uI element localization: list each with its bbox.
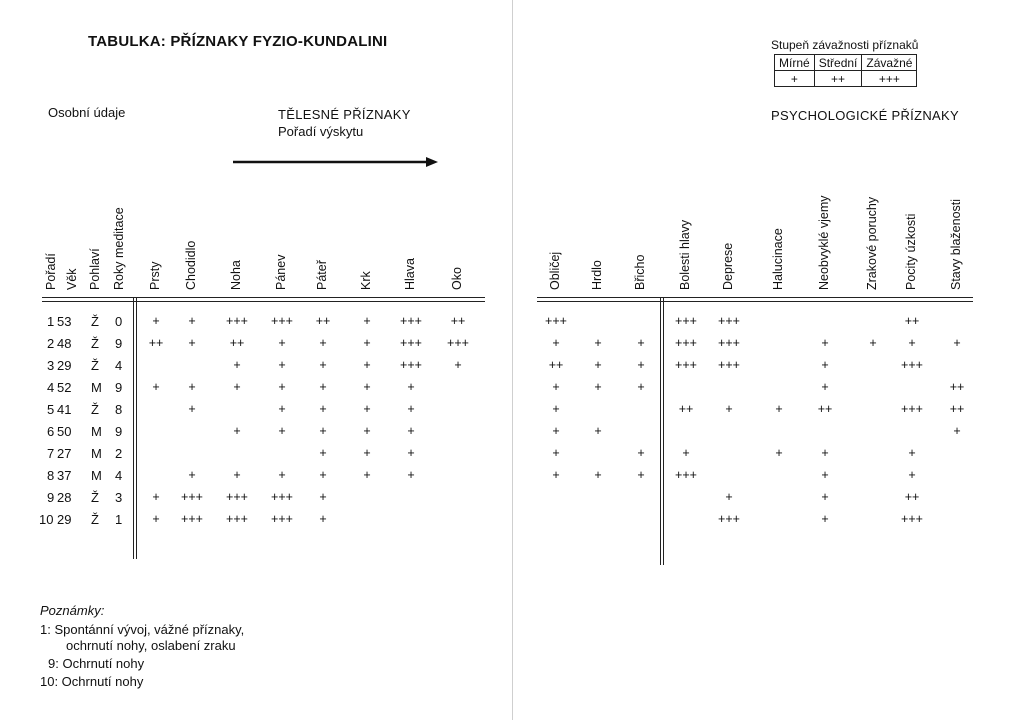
psych-symptom-cell: + xyxy=(725,402,733,416)
physical-symptom-cell: + xyxy=(152,314,160,328)
physical-symptom-cell: + xyxy=(363,402,371,416)
row-sex: M xyxy=(91,424,102,439)
row-age: 48 xyxy=(57,336,72,351)
column-header: Břicho xyxy=(633,254,647,290)
row-sex: M xyxy=(91,446,102,461)
row-years: 4 xyxy=(115,358,123,373)
table-rule xyxy=(42,301,485,302)
row-years: 1 xyxy=(115,512,123,527)
table-title: TABULKA: PŘÍZNAKY FYZIO-KUNDALINI xyxy=(88,33,388,50)
psych-symptom-cell: + xyxy=(552,380,560,394)
psych-symptom-cell: +++ xyxy=(901,512,923,526)
physical-symptom-cell: + xyxy=(188,314,196,328)
physical-symptom-cell: + xyxy=(188,402,196,416)
row-age: 37 xyxy=(57,468,72,483)
physical-symptom-cell: + xyxy=(188,336,196,350)
physical-symptom-cell: + xyxy=(407,402,415,416)
row-sex: M xyxy=(91,380,102,395)
physical-symptom-cell: + xyxy=(233,424,241,438)
column-header: Stavy blaženosti xyxy=(949,198,963,290)
physical-symptom-cell: +++ xyxy=(226,512,248,526)
physical-symptom-cell: ++ xyxy=(315,314,331,328)
psych-symptom-cell: + xyxy=(725,490,733,504)
row-sex: Ž xyxy=(91,490,99,505)
physical-symptoms-label: TĚLESNÉ PŘÍZNAKY xyxy=(278,107,411,122)
psych-symptom-cell: + xyxy=(552,336,560,350)
row-sex: Ž xyxy=(91,512,99,527)
legend-level: Mírné xyxy=(775,55,815,71)
table-divider xyxy=(133,297,134,559)
column-header: Pánev xyxy=(274,254,288,290)
psych-symptom-cell: + xyxy=(552,468,560,482)
physical-symptom-cell: + xyxy=(319,424,327,438)
row-age: 41 xyxy=(57,402,72,417)
psych-symptom-cell: + xyxy=(821,490,829,504)
column-header: Bolesti hlavy xyxy=(678,219,692,290)
column-header: Hlava xyxy=(403,258,417,290)
physical-symptom-cell: + xyxy=(363,446,371,460)
psych-symptom-cell: + xyxy=(552,402,560,416)
physical-symptom-cell: + xyxy=(319,336,327,350)
physical-symptom-cell: + xyxy=(319,512,327,526)
physical-symptom-cell: + xyxy=(363,468,371,482)
physical-symptom-cell: +++ xyxy=(226,314,248,328)
psych-symptom-cell: +++ xyxy=(718,512,740,526)
table-rule xyxy=(537,297,973,298)
psych-symptom-cell: + xyxy=(908,468,916,482)
row-order: 5 xyxy=(47,402,55,417)
physical-symptom-cell: ++ xyxy=(229,336,245,350)
physical-symptom-cell: + xyxy=(152,490,160,504)
psych-symptom-cell: +++ xyxy=(675,336,697,350)
column-header: Pořadí xyxy=(44,253,58,290)
row-sex: Ž xyxy=(91,336,99,351)
row-years: 2 xyxy=(115,446,123,461)
psych-symptom-cell: ++ xyxy=(904,490,920,504)
table-divider xyxy=(663,297,664,565)
row-order: 6 xyxy=(47,424,55,439)
row-years: 9 xyxy=(115,336,123,351)
physical-symptom-cell: + xyxy=(319,380,327,394)
psych-symptom-cell: + xyxy=(594,424,602,438)
physical-symptom-cell: + xyxy=(278,424,286,438)
table-rule xyxy=(42,297,485,298)
psych-symptom-cell: +++ xyxy=(545,314,567,328)
psych-symptom-cell: + xyxy=(821,446,829,460)
row-years: 3 xyxy=(115,490,123,505)
psych-symptom-cell: + xyxy=(775,402,783,416)
physical-symptom-cell: + xyxy=(363,336,371,350)
notes-title: Poznámky: xyxy=(40,603,105,618)
column-header: Hrdlo xyxy=(590,260,604,290)
physical-symptom-cell: +++ xyxy=(181,490,203,504)
psych-symptom-cell: + xyxy=(821,468,829,482)
order-of-occurrence-label: Pořadí výskytu xyxy=(278,124,364,139)
physical-symptom-cell: + xyxy=(319,402,327,416)
physical-symptom-cell: + xyxy=(233,468,241,482)
row-order: 7 xyxy=(47,446,55,461)
psych-symptom-cell: +++ xyxy=(675,468,697,482)
physical-symptom-cell: + xyxy=(152,380,160,394)
row-age: 52 xyxy=(57,380,72,395)
row-years: 9 xyxy=(115,380,123,395)
physical-symptom-cell: + xyxy=(363,358,371,372)
physical-symptom-cell: + xyxy=(188,380,196,394)
psych-symptom-cell: + xyxy=(869,336,877,350)
column-header: Věk xyxy=(65,268,79,290)
note-item: ochrnutí nohy, oslabení zraku xyxy=(66,638,236,653)
physical-symptom-cell: + xyxy=(454,358,462,372)
physical-symptom-cell: +++ xyxy=(271,490,293,504)
column-header: Chodidlo xyxy=(184,240,198,290)
physical-symptom-cell: + xyxy=(319,490,327,504)
legend-level: Závažné xyxy=(862,55,917,71)
psych-symptom-cell: ++ xyxy=(548,358,564,372)
psych-symptom-cell: + xyxy=(594,380,602,394)
row-sex: Ž xyxy=(91,314,99,329)
column-header: Pohlaví xyxy=(88,248,102,290)
note-item: 9: Ochrnutí nohy xyxy=(48,656,145,671)
legend-symbol: +++ xyxy=(862,71,917,87)
row-age: 29 xyxy=(57,358,72,373)
row-order: 4 xyxy=(47,380,55,395)
physical-symptom-cell: +++ xyxy=(271,512,293,526)
psych-symptom-cell: + xyxy=(552,446,560,460)
physical-symptom-cell: + xyxy=(278,468,286,482)
physical-symptom-cell: +++ xyxy=(181,512,203,526)
psych-symptom-cell: + xyxy=(637,358,645,372)
physical-symptom-cell: ++ xyxy=(450,314,466,328)
row-order: 9 xyxy=(47,490,55,505)
physical-symptom-cell: + xyxy=(278,380,286,394)
row-order: 1 xyxy=(47,314,55,329)
column-header: Roky meditace xyxy=(112,207,126,290)
order-arrow-icon xyxy=(233,156,438,168)
column-header: Páteř xyxy=(315,260,329,290)
row-order: 8 xyxy=(47,468,55,483)
psych-symptom-cell: + xyxy=(637,468,645,482)
column-header: Krk xyxy=(359,271,373,290)
psych-symptom-cell: + xyxy=(908,446,916,460)
column-header: Pocity úzkosti xyxy=(904,213,918,290)
column-header: Obličej xyxy=(548,251,562,290)
psych-symptom-cell: ++ xyxy=(904,314,920,328)
psych-symptom-cell: +++ xyxy=(901,402,923,416)
legend-symbol: + xyxy=(775,71,815,87)
psych-symptom-cell: +++ xyxy=(901,358,923,372)
psych-symptom-cell: ++ xyxy=(817,402,833,416)
column-header: Oko xyxy=(450,267,464,290)
physical-symptom-cell: +++ xyxy=(400,314,422,328)
row-order: 3 xyxy=(47,358,55,373)
psych-symptom-cell: + xyxy=(594,468,602,482)
row-years: 0 xyxy=(115,314,123,329)
psych-symptom-cell: + xyxy=(637,380,645,394)
row-age: 29 xyxy=(57,512,72,527)
row-sex: M xyxy=(91,468,102,483)
table-rule xyxy=(537,301,973,302)
physical-symptom-cell: +++ xyxy=(271,314,293,328)
row-order: 10 xyxy=(39,512,54,527)
physical-symptom-cell: +++ xyxy=(400,358,422,372)
physical-symptom-cell: +++ xyxy=(447,336,469,350)
row-years: 9 xyxy=(115,424,123,439)
psych-symptom-cell: + xyxy=(821,512,829,526)
psych-symptoms-label: PSYCHOLOGICKÉ PŘÍZNAKY xyxy=(771,108,959,123)
column-header: Halucinace xyxy=(771,228,785,290)
physical-symptom-cell: + xyxy=(407,468,415,482)
psych-symptom-cell: ++ xyxy=(949,402,965,416)
psych-symptom-cell: + xyxy=(552,424,560,438)
psych-symptom-cell: +++ xyxy=(718,358,740,372)
physical-symptom-cell: + xyxy=(152,512,160,526)
psych-symptom-cell: + xyxy=(821,336,829,350)
physical-symptom-cell: + xyxy=(363,380,371,394)
psych-symptom-cell: +++ xyxy=(718,314,740,328)
physical-symptom-cell: + xyxy=(278,402,286,416)
physical-symptom-cell: + xyxy=(363,314,371,328)
personal-data-label: Osobní údaje xyxy=(48,105,126,120)
physical-symptom-cell: + xyxy=(233,380,241,394)
row-years: 8 xyxy=(115,402,123,417)
psych-symptom-cell: + xyxy=(637,446,645,460)
psych-symptom-cell: + xyxy=(775,446,783,460)
psych-symptom-cell: + xyxy=(594,336,602,350)
physical-symptom-cell: + xyxy=(363,424,371,438)
physical-symptom-cell: + xyxy=(188,468,196,482)
physical-symptom-cell: ++ xyxy=(148,336,164,350)
column-header: Prsty xyxy=(148,261,162,290)
page-gutter xyxy=(512,0,513,720)
row-sex: Ž xyxy=(91,402,99,417)
psych-symptom-cell: + xyxy=(821,358,829,372)
psych-symptom-cell: + xyxy=(594,358,602,372)
column-header: Deprese xyxy=(721,242,735,290)
physical-symptom-cell: + xyxy=(319,468,327,482)
psych-symptom-cell: + xyxy=(908,336,916,350)
physical-symptom-cell: + xyxy=(319,358,327,372)
column-header: Noha xyxy=(229,260,243,290)
row-age: 53 xyxy=(57,314,72,329)
physical-symptom-cell: +++ xyxy=(400,336,422,350)
psych-symptom-cell: +++ xyxy=(675,358,697,372)
physical-symptom-cell: + xyxy=(278,358,286,372)
column-header: Zrakové poruchy xyxy=(865,196,879,290)
legend-level: Střední xyxy=(814,55,862,71)
physical-symptom-cell: + xyxy=(407,446,415,460)
psych-symptom-cell: +++ xyxy=(675,314,697,328)
physical-symptom-cell: +++ xyxy=(226,490,248,504)
column-header: Neobvyklé vjemy xyxy=(817,195,831,290)
physical-symptom-cell: + xyxy=(319,446,327,460)
note-item: 10: Ochrnutí nohy xyxy=(40,674,144,689)
physical-symptom-cell: + xyxy=(233,358,241,372)
row-age: 28 xyxy=(57,490,72,505)
psych-symptom-cell: ++ xyxy=(949,380,965,394)
row-age: 27 xyxy=(57,446,72,461)
psych-symptom-cell: + xyxy=(953,424,961,438)
note-item: 1: Spontánní vývoj, vážné příznaky, xyxy=(40,622,245,637)
row-years: 4 xyxy=(115,468,123,483)
legend-symbol: ++ xyxy=(814,71,862,87)
row-sex: Ž xyxy=(91,358,99,373)
physical-symptom-cell: + xyxy=(407,424,415,438)
psych-symptom-cell: + xyxy=(637,336,645,350)
psych-symptom-cell: + xyxy=(682,446,690,460)
row-age: 50 xyxy=(57,424,72,439)
psych-symptom-cell: +++ xyxy=(718,336,740,350)
row-order: 2 xyxy=(47,336,55,351)
psych-symptom-cell: + xyxy=(953,336,961,350)
legend-title: Stupeň závažnosti příznaků xyxy=(771,38,919,52)
physical-symptom-cell: + xyxy=(278,336,286,350)
psych-symptom-cell: ++ xyxy=(678,402,694,416)
severity-legend xyxy=(774,54,917,87)
physical-symptom-cell: + xyxy=(407,380,415,394)
psych-symptom-cell: + xyxy=(821,380,829,394)
